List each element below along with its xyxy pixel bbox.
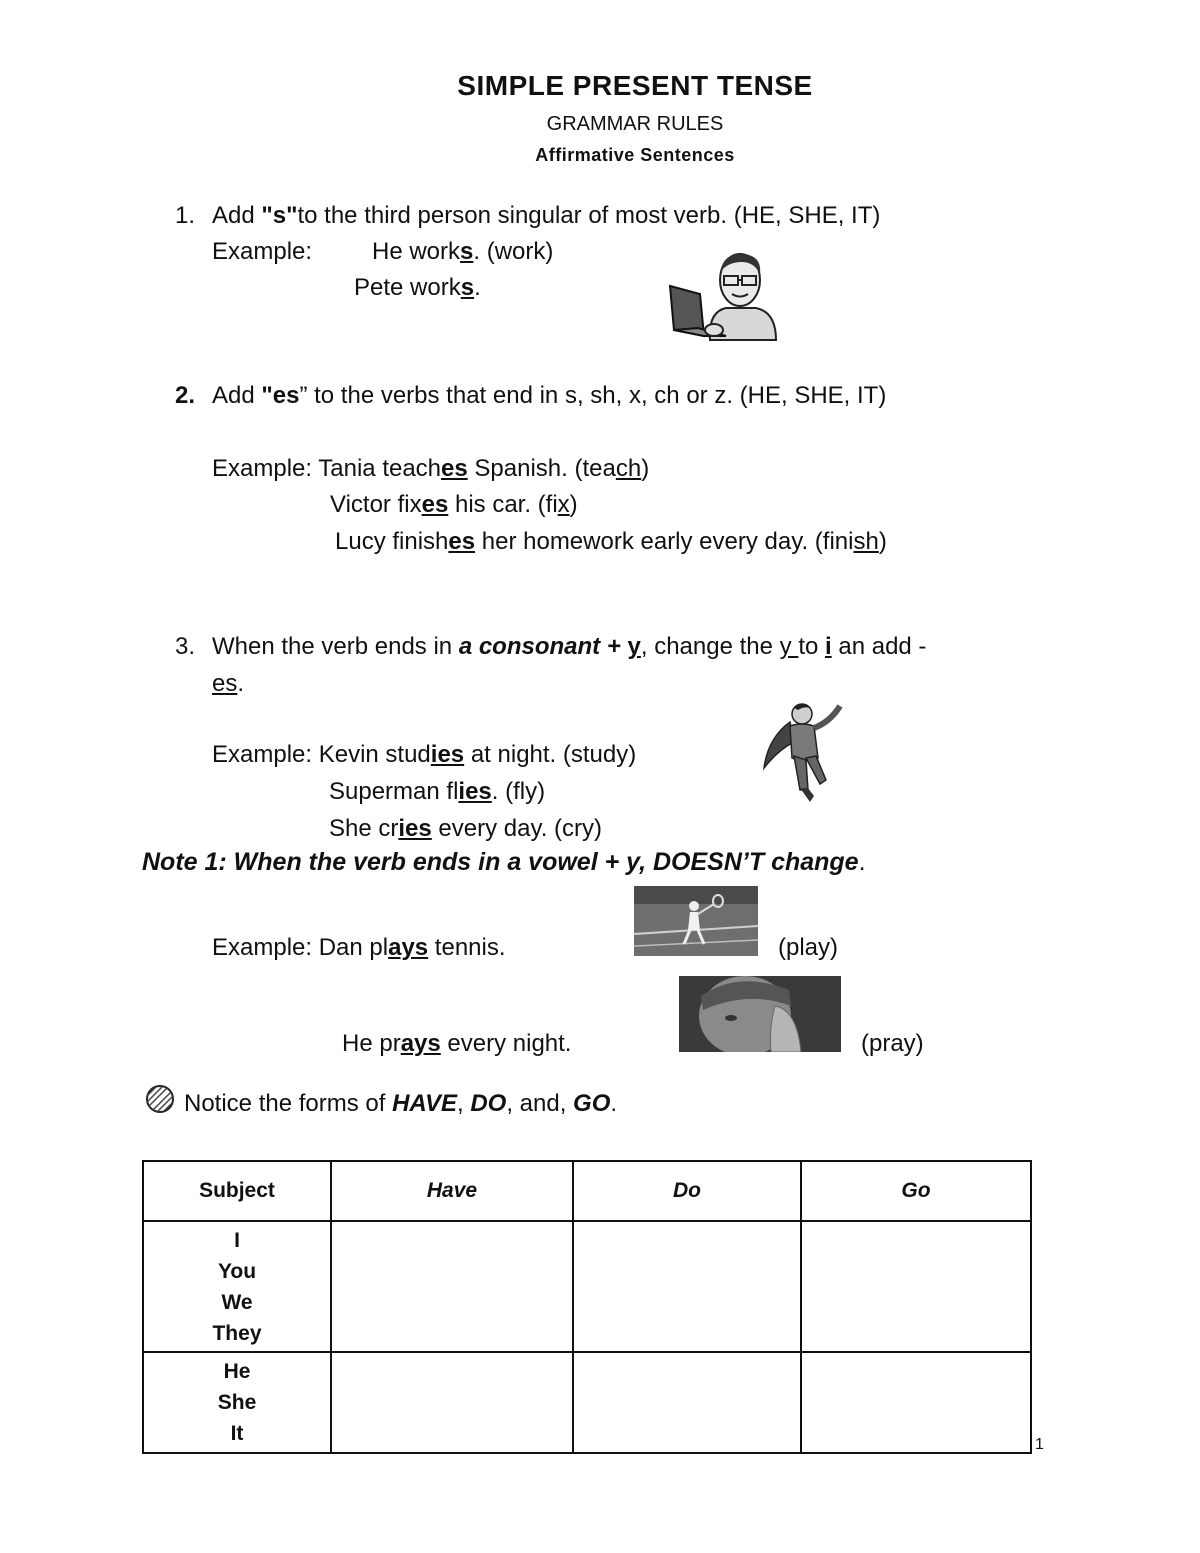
rule-3-example-3: She cries every day. (cry) — [329, 815, 602, 842]
rule-3-text: When the verb ends in a consonant + y, change the y to i an add - — [212, 633, 927, 660]
note-1-example-2-verb: (pray) — [861, 1030, 924, 1057]
rule-1-example-1: He works. (work) — [372, 238, 554, 265]
subject-cell — [143, 1221, 331, 1352]
rule-1-text: Add "s"to the third person singular of most verb. (HE, SHE, IT) — [212, 202, 881, 229]
rule-1-example-2: Pete works. — [354, 274, 481, 301]
table-row — [143, 1221, 1031, 1352]
subject-they: They — [212, 1321, 262, 1345]
subject-she: She — [217, 1391, 257, 1414]
subject-cell — [143, 1352, 331, 1453]
note-1-example-1-verb: (play) — [778, 934, 839, 961]
rule-1-number: 1. — [175, 202, 196, 229]
header-subject: Subject — [143, 1161, 331, 1221]
have-cell[interactable] — [331, 1221, 573, 1352]
table-row — [143, 1352, 1031, 1453]
rule-1-example-label: Example: — [212, 238, 313, 265]
have-cell[interactable] — [331, 1352, 573, 1453]
praying-child-photo — [679, 976, 841, 1052]
rule-3-example-1: Example: Kevin studies at night. (study) — [212, 741, 637, 768]
verb-forms-table — [142, 1160, 1032, 1454]
rule-3-text-continued: es. — [212, 670, 245, 697]
superman-illustration — [760, 698, 846, 806]
page-number: 1 — [1035, 1436, 1044, 1453]
header-do: Do — [573, 1161, 801, 1221]
hatched-circle-icon — [144, 1083, 176, 1115]
subject-it: It — [230, 1422, 244, 1445]
header-go: Go — [801, 1161, 1031, 1221]
rule-2-text: Add "es” to the verbs that end in s, sh, x, ch or z. (HE, SHE, IT) — [212, 382, 887, 409]
note-1: Note 1: When the verb ends in a vowel + y, DOESN’T change. — [142, 848, 866, 876]
do-cell[interactable] — [573, 1352, 801, 1453]
subject-we: We — [221, 1290, 253, 1314]
table-header-row — [143, 1161, 1031, 1221]
rule-2-example-2: Victor fixes his car. (fix) — [330, 491, 578, 518]
page-subtitle: GRAMMAR RULES — [546, 113, 724, 135]
rule-2-example-1: Example: Tania teaches Spanish. (teach) — [212, 455, 650, 482]
tennis-player-photo — [634, 886, 758, 956]
section-heading: Affirmative Sentences — [535, 145, 735, 165]
header-have: Have — [331, 1161, 573, 1221]
rule-2-number: 2. — [175, 382, 196, 409]
subject-he: He — [223, 1360, 251, 1383]
man-laptop-illustration — [664, 250, 782, 346]
do-cell[interactable] — [573, 1221, 801, 1352]
subject-you: You — [217, 1259, 257, 1283]
page-title: SIMPLE PRESENT TENSE — [457, 70, 813, 101]
note-1-example-1: Example: Dan plays tennis. — [212, 934, 506, 961]
go-cell[interactable] — [801, 1221, 1031, 1352]
subject-i: I — [234, 1228, 240, 1252]
rule-3-number: 3. — [175, 633, 196, 660]
note-1-example-2: He prays every night. — [342, 1030, 572, 1057]
rule-2-example-3: Lucy finishes her homework early every day. (finish) — [335, 528, 887, 555]
notice-text: Notice the forms of HAVE, DO, and, GO. — [184, 1090, 618, 1117]
go-cell[interactable] — [801, 1352, 1031, 1453]
rule-3-example-2: Superman flies. (fly) — [329, 778, 546, 805]
